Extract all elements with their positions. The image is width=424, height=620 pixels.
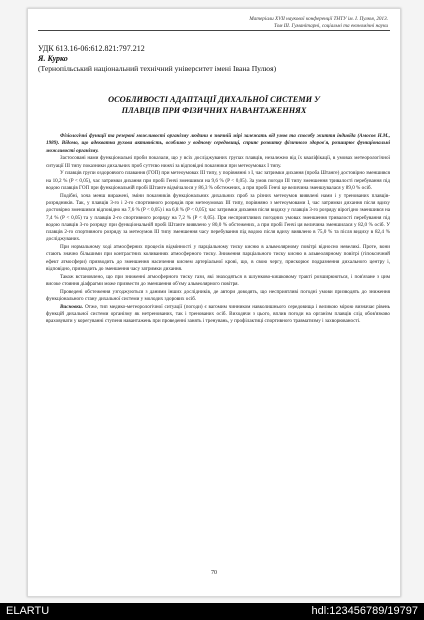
body-paragraph: Також встановлено, що при зниженні атмосферного тиску гази, які знаходяться в шлунково-кишковому тракті розширюються, і пов'язане з цим високе стояння діафрагми може призвести до зменшення об'єму альвеолярного повітря.: [46, 273, 390, 287]
paper-title: ОСОБЛИВОСТІ АДАПТАЦІЇ ДИХАЛЬНОЇ СИСТЕМИ У ПЛАВЦІВ ПРИ ФІЗИЧНИХ НАВАНТАЖЕННЯХ: [108, 95, 320, 115]
running-header-volume: Том III. Гуманітарні, соціальні та економічні науки: [274, 23, 388, 29]
conclusion-label: Висновки.: [60, 303, 84, 310]
paper-page: [27, 8, 401, 597]
body-paragraph: При нормальному ході атмосферних процесів відмінності у парціальному тиску кисню в альвеолярному повітрі відносно невеликі. Проте, вони стають значно більшими при контрастних коливаннях атмосферного тиску. Зниження парціального тиску кисню в альвеолярному повітрі (гіпоксичний ефект атмосфери) призводить до зменшення насичення киснем артеріальної крові, що, в свою чергу, прискорює подразнення дихального центру і, відповідно, призводить до зменшення часу затримки дихання.: [46, 244, 390, 272]
page-number: 70: [211, 570, 217, 576]
udc-code: УДК 613.16-06:612.821:797.212: [38, 44, 145, 53]
paper-body: [46, 133, 390, 326]
conclusion-text: Отже, тип медико-метеорологічної ситуації (погоди) є вагомим чинником навколишнього середовища і великою мірою визначає рівень функцій дихальної системи організму як нетренованих, так і тренованих осіб. Виходячи з цього, вплив погоди на організм плавців слід обов'язково враховувати у корегуванні ступеня навантажень при проведенні занять і тренувань, у профілактиці спортивного травматизму і захворюваності.: [46, 303, 390, 325]
author-affiliation: (Тернопільський національний технічний університет імені Івана Пулюя): [38, 64, 277, 73]
conclusion-paragraph: [46, 304, 390, 326]
body-paragraph: Застосовані нами функціональні проби показали, що у всіх досліджуваних групах плавців, незалежно від їх кваліфікації, в умовах метеорологічної ситуації III типу показники дихальних проб суттєво нижчі за відповідні показники при метеоумовах I типу.: [46, 155, 390, 169]
running-header-conference: Матеріали XVII наукової конференції ТНТУ ім. І. Пулюя, 2013.: [249, 16, 388, 22]
repository-name: ELARTU: [6, 605, 50, 617]
handle-identifier: hdl:123456789/19797: [311, 605, 418, 617]
body-paragraph: У плавців групи оздоровчого плавання (ГОП) при метеоумовах III типу, у порівнянні з I, час затримки дихання (проба Штанге) достовірно зменшився на 10,2 % (P < 0,05), час затримки дихання при пробі Генчі зменшився на 9,6 % (P < 0,05). За умов погоди III типу зменшення тривалості перебування під водою плавців ГОП при функціональній пробі Штанге відмічалося у 86,3 % обстежених, а при пробі Генчі це величина зменшувалася у 89,0 % осіб.: [46, 170, 390, 191]
body-paragraph: Подібні, хоча менш виражені, зміни показників функціональних дихальних проб за різних метеоумов виявлені нами і у тренованих плавців-розрядників. Так, у плавців 3-го і 2-го спортивного розрядів при метеоумовах III типу, порівняно з метеоумовами I, час затримки дихання після вдиху достовірно зменшився відповідно на 7,6 % (P < 0,05) і на 6,8 % (P < 0,05); час затримки дихання після видиху у плавців 3-го розряду вірогідно зменшився на 7,4 % (P < 0,05) та у плавців 2-го спортивного розряду на 7,2 % (P < 0,05). При несприятливих погодних умовах зменшення тривалості перебування під водою плавців 3-го розряду при функціональній пробі Штанге виявлено у 80,0 % обстежених, а при пробі Генчі ця величина зменшилася у 82,0 % осіб. У плавців 2-го спортивного розряду за метеоумов III типу зменшення часу перебування під водою після вдиху виявлено в 75,0 % та після видиху в 82,4 % досліджуваних.: [46, 192, 390, 243]
body-paragraph: Проведені обстеження узгоджуються з даними інших дослідників, де автори доводять, що несприятливі погодні умови призводять до зниження функціонального стану дихальної системи у молодих здорових осіб.: [46, 288, 390, 303]
abstract-paragraph: Фізіологічні функції та резервні можливості організму людини в значній мірі залежать від умов та способу життя індивіда (Амосов Н.М., 1989). Відомо, що адекватна рухова активність, особливо у водному середовищі, сприяє розвитку фізичного здоров'я, розширює функціональні можливості організму.: [46, 133, 390, 154]
author-name: Я. Курко: [38, 54, 68, 63]
header-rule: [38, 30, 390, 31]
footer-bar: [0, 603, 424, 620]
